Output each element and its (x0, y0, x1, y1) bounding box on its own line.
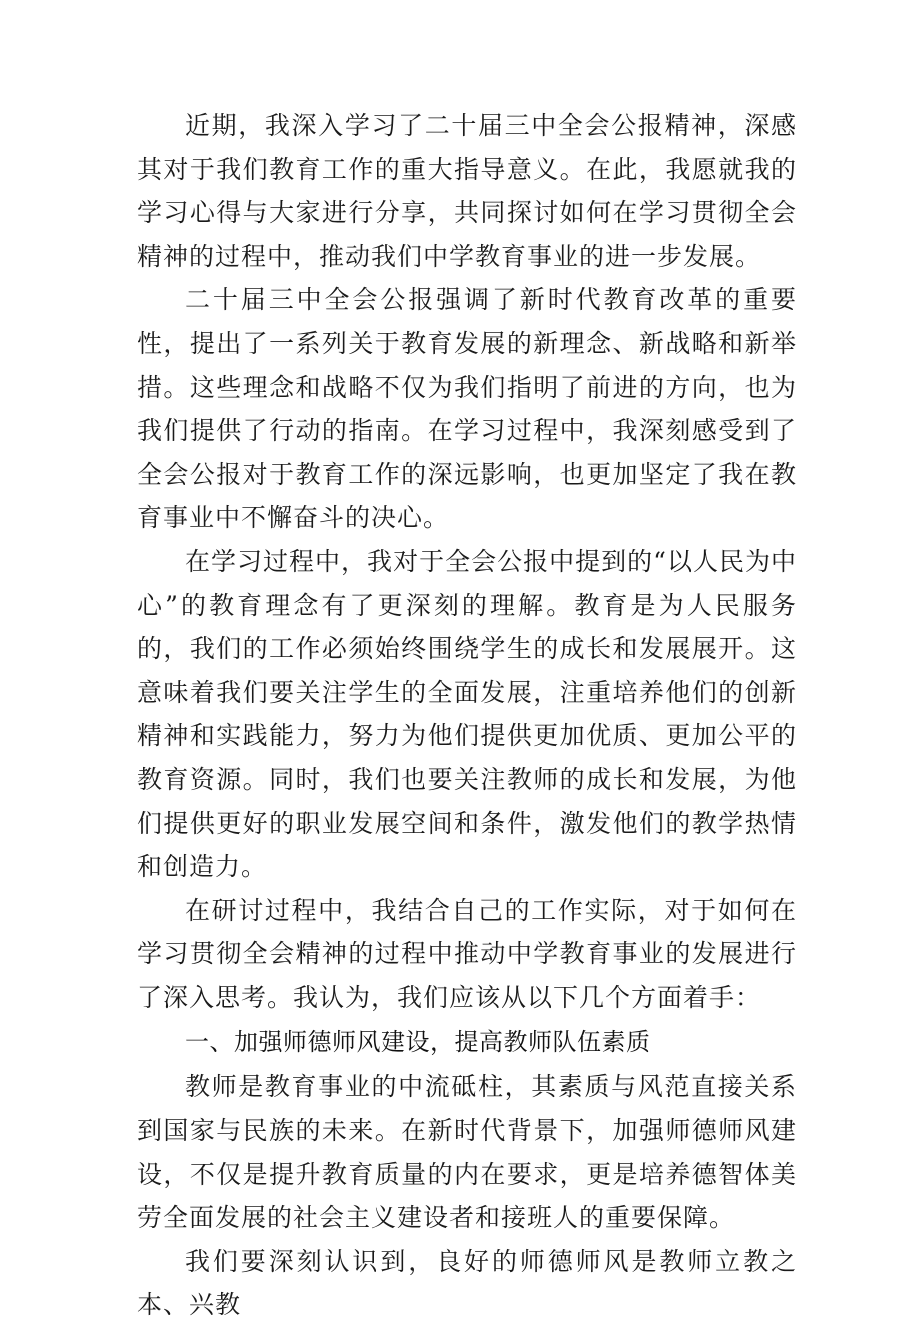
section-heading: 一、加强师德师风建设，提高教师队伍素质 (185, 1028, 651, 1057)
paragraph-people-centered: 在学习过程中，我对于全会公报中提到的“以人民为中心”的教育理念有了更深刻的理解。教育是为人民服务的，我们的工作必须始终围绕学生的成长和发展展开。这意味着我们要关注学生的全面发展，注重培养他们的创新精神和实践能力，努力为他们提供更加优质、更加公平的教育资源。同时，我们也要关注教师的成长和发展，为他们提供更好的职业发展空间和条件，激发他们的教学热情和创造力。 (137, 546, 797, 882)
paragraph-discussion: 在研讨过程中，我结合自己的工作实际，对于如何在学习贯彻全会精神的过程中推动中学教育事业的发展进行了深入思考。我认为，我们应该从以下几个方面着手： (137, 895, 797, 1012)
paragraph-ethics: 我们要深刻认识到，良好的师德师风是教师立教之本、兴教 (137, 1246, 797, 1320)
paragraph-teachers: 教师是教育事业的中流砥柱，其素质与风范直接关系到国家与民族的未来。在新时代背景下，加强师德师风建设，不仅是提升教育质量的内在要求，更是培养德智体美劳全面发展的社会主义建设者和接班人的重要保障。 (137, 1072, 797, 1233)
paragraph-intro: 近期，我深入学习了二十届三中全会公报精神，深感其对于我们教育工作的重大指导意义。在此，我愿就我的学习心得与大家进行分享，共同探讨如何在学习贯彻全会精神的过程中，推动我们中学教育事业的进一步发展。 (137, 111, 797, 271)
paragraph-communique-emphasis: 二十届三中全会公报强调了新时代教育改革的重要性，提出了一系列关于教育发展的新理念、新战略和新举措。这些理念和战略不仅为我们指明了前进的方向，也为我们提供了行动的指南。在学习过程中，我深刻感受到了全会公报对于教育工作的深远影响，也更加坚定了我在教育事业中不懈奋斗的决心。 (137, 285, 797, 533)
document-body (137, 104, 797, 1327)
